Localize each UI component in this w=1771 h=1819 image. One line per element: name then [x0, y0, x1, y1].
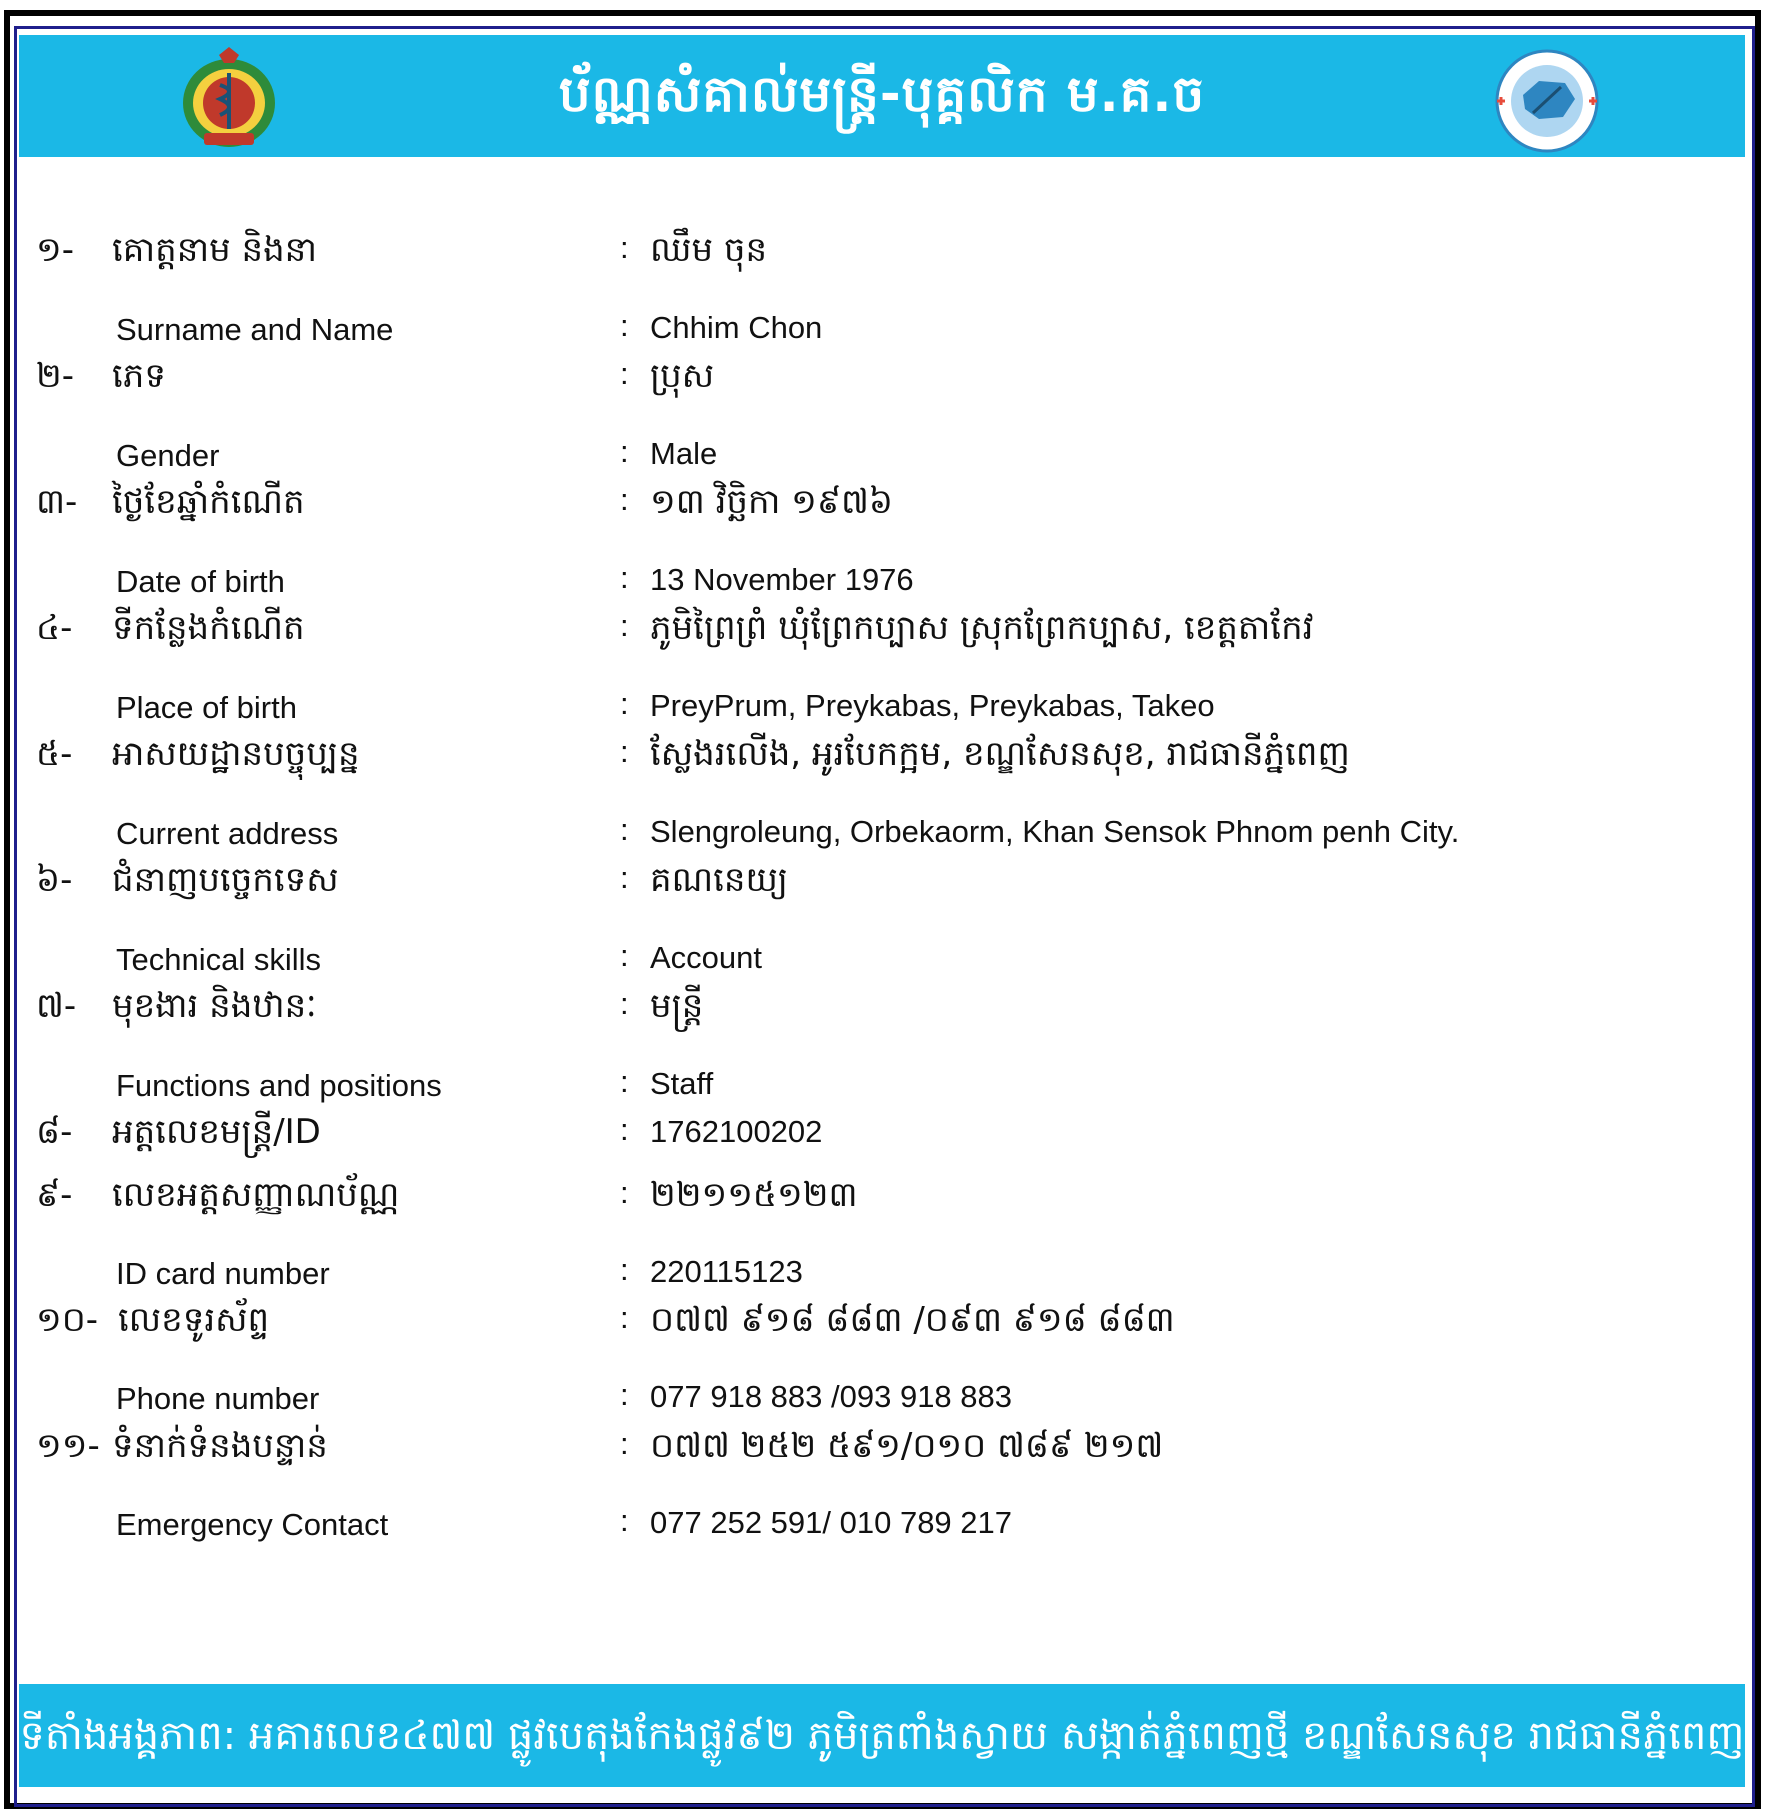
field-row-khmer [0, 1298, 1771, 1354]
field-value-english: Slengroleung, Orbekaorm, Khan Sensok Phnom penh City. [650, 814, 1460, 849]
field-label-khmer: ទីកន្លែងកំណើត [112, 608, 305, 648]
field-label-khmer: អត្តលេខមន្ត្រី/ID [112, 1112, 321, 1152]
field-colon: : [620, 1064, 629, 1099]
field-colon: : [620, 986, 629, 1021]
field-value-english: 13 November 1976 [650, 562, 914, 597]
field-colon: : [620, 734, 629, 769]
field-colon: : [620, 1377, 629, 1412]
field-value-khmer: គណនេយ្យ [650, 860, 788, 900]
field-row-khmer [0, 984, 1771, 1040]
field-label-english: Phone number [116, 1381, 320, 1416]
field-label-khmer: ទំនាក់ទំនងបន្ទាន់ [112, 1426, 328, 1466]
field-value-khmer: ១៣ វិច្ឆិកា ១៩៧៦ [650, 482, 893, 522]
field-number: ១- [36, 230, 75, 270]
field-value-khmer: ០៧៧ ៩១៨ ៨៨៣ /០៩៣ ៩១៨ ៨៨៣ [650, 1300, 1175, 1340]
field-number: ១០- [36, 1300, 99, 1340]
field-value-khmer: ប្រុស [650, 356, 715, 396]
field-row-khmer [0, 354, 1771, 410]
field-colon: : [620, 608, 629, 643]
field-colon: : [620, 1175, 629, 1210]
field-row-khmer [0, 606, 1771, 662]
field-colon: : [620, 812, 629, 847]
field-value-english: Account [650, 940, 763, 975]
card-title: ប័ណ្ណសំគាល់មន្រ្តី-បុគ្គលិក ម.គ.ច [558, 65, 1206, 123]
field-value-khmer: ស្លែងរលើង, អូរបែកក្អម, ខណ្ឌសែនសុខ, រាជធានីភ្នំពេញ [650, 734, 1350, 774]
field-number: ៧- [36, 986, 77, 1026]
field-colon: : [620, 1426, 629, 1461]
field-colon: : [620, 482, 629, 517]
field-value-english: PreyPrum, Preykabas, Preykabas, Takeo [650, 688, 1215, 723]
field-label-english: ID card number [116, 1256, 330, 1291]
field-colon: : [620, 1252, 629, 1287]
field-value-khmer: មន្ត្រី [650, 986, 704, 1026]
field-label-english: Gender [116, 438, 220, 473]
field-number: ១១- [36, 1426, 100, 1466]
field-label-khmer: លេខទូរស័ព្ទ [118, 1300, 270, 1340]
field-colon: : [620, 860, 629, 895]
field-row-khmer [0, 858, 1771, 914]
field-number: ៤- [36, 608, 73, 648]
field-label-khmer: ថ្ងៃខែឆ្នាំកំណើត [112, 482, 305, 522]
field-row-khmer [0, 1424, 1771, 1480]
field-colon: : [620, 230, 629, 265]
header-band [19, 35, 1745, 157]
field-value-khmer: ២២១១៥១២៣ [650, 1175, 858, 1215]
field-value-english: 077 918 883 /093 918 883 [650, 1379, 1013, 1414]
field-value-english: 220115123 [650, 1254, 803, 1289]
field-colon: : [620, 686, 629, 721]
field-colon: : [620, 938, 629, 973]
field-number: ២- [36, 356, 75, 396]
field-value-khmer: ភូមិព្រៃព្រំ ឃុំព្រែកប្បាស ស្រុកព្រែកប្បាស, ខេត្តតាកែវ [650, 608, 1314, 648]
field-label-khmer: ជំនាញបច្ចេកទេស [112, 860, 339, 900]
field-label-english: Place of birth [116, 690, 297, 725]
field-label-english: Emergency Contact [116, 1507, 389, 1542]
office-address: ទីតាំងអង្គភាព: អគារលេខ៤៧៧ ផ្លូវបេតុងកែងផ្លូវ៩២ ភូមិត្រពាំងស្វាយ សង្កាត់ភ្នំពេញថ្មី ខណ្ឌសែនសុខ រាជធានីភ្នំពេញ [19, 1713, 1745, 1759]
field-label-english: Current address [116, 816, 339, 851]
field-value-english: 077 252 591/ 010 789 217 [650, 1505, 1013, 1540]
field-label-khmer: អាសយដ្ឋានបច្ចុប្បន្ន [112, 734, 360, 774]
field-label-english: Technical skills [116, 942, 322, 977]
field-row-khmer [0, 1173, 1771, 1229]
footer-band [19, 1684, 1745, 1787]
field-number: ៣- [36, 482, 78, 522]
field-value-khmer: ០៧៧ ២៥២ ៥៩១/០១០ ៧៨៩ ២១៧ [650, 1426, 1164, 1466]
field-row-khmer [0, 732, 1771, 788]
field-colon: : [620, 1112, 629, 1147]
field-number: ៩- [36, 1175, 73, 1215]
field-label-english: Date of birth [116, 564, 285, 599]
field-label-english: Surname and Name [116, 312, 394, 347]
field-number: ៦- [36, 860, 73, 900]
field-label-khmer: ភេទ [112, 356, 166, 396]
field-value-english: Male [650, 436, 718, 471]
field-number: ៥- [36, 734, 73, 774]
field-value-khmer: ឈឹម ចុន [650, 230, 768, 270]
field-number: ៨- [36, 1112, 73, 1152]
field-label-english: Functions and positions [116, 1068, 442, 1103]
field-colon: : [620, 1503, 629, 1538]
field-colon: : [620, 308, 629, 343]
field-row-english [0, 1375, 1771, 1431]
field-row-khmer [0, 480, 1771, 536]
field-value-english: Chhim Chon [650, 310, 823, 345]
field-row-khmer [0, 1110, 1771, 1166]
field-colon: : [620, 356, 629, 391]
field-colon: : [620, 1300, 629, 1335]
field-value-khmer: 1762100202 [650, 1114, 823, 1149]
field-label-khmer: មុខងារ និងឋានៈ [112, 986, 317, 1026]
field-row-khmer [0, 228, 1771, 284]
field-colon: : [620, 560, 629, 595]
organization-logo-icon [1489, 47, 1605, 155]
field-row-english [0, 1501, 1771, 1557]
field-colon: : [620, 434, 629, 469]
field-label-khmer: លេខអត្តសញ្ញាណប័ណ្ណ [112, 1175, 400, 1215]
field-label-khmer: គោត្តនាម និងនា [112, 230, 318, 270]
field-value-english: Staff [650, 1066, 714, 1101]
